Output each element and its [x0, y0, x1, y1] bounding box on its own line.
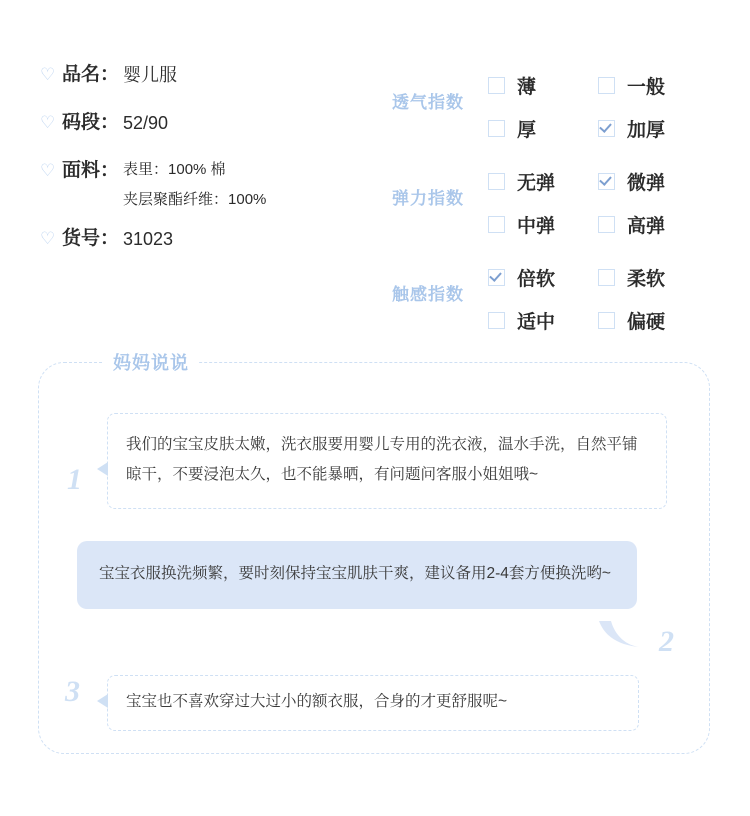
checkbox-label: 厚: [517, 120, 537, 141]
tip-number-2: 2: [659, 625, 674, 658]
spec-row-itemno: [40, 226, 380, 252]
checkbox-box-checked[interactable]: [488, 269, 505, 286]
checkbox-label: 偏硬: [627, 312, 666, 333]
checkbox-box-checked[interactable]: [598, 173, 615, 190]
speech-tail-icon: [599, 621, 643, 651]
checkbox-option[interactable]: [488, 264, 598, 291]
checkbox-option[interactable]: [598, 307, 708, 334]
checkbox-option[interactable]: [488, 115, 598, 142]
checkbox-label: 柔软: [627, 269, 666, 290]
spec-label-fabric: 面料：: [62, 160, 120, 181]
checkbox-box[interactable]: [488, 120, 505, 137]
tip-number-3: 3: [65, 675, 80, 708]
tip-bubble-3: 宝宝也不喜欢穿过大过小的额衣服，合身的才更舒服呢~: [107, 675, 639, 731]
checkbox-box[interactable]: [488, 216, 505, 233]
checkbox-box[interactable]: [598, 77, 615, 94]
checkbox-label: 微弹: [627, 173, 666, 194]
fabric-line-filling: 夹层聚酯纤维：100%: [123, 191, 267, 208]
checkbox-box[interactable]: [598, 312, 615, 329]
index-group-elasticity: [392, 168, 722, 238]
spec-list: [40, 62, 380, 274]
tip-number-1: 1: [67, 463, 82, 496]
heart-icon: ♡: [40, 113, 56, 132]
checkbox-label: 中弹: [517, 216, 556, 237]
checkbox-label: 一般: [627, 77, 666, 98]
index-group-touch: [392, 264, 722, 334]
checkbox-box[interactable]: [488, 77, 505, 94]
checkbox-option[interactable]: [598, 168, 708, 195]
heart-icon: ♡: [40, 161, 56, 180]
checkbox-label: 高弹: [627, 216, 666, 237]
index-title-touch: 触感指数: [392, 285, 464, 304]
index-title-elasticity: 弹力指数: [392, 189, 464, 208]
heart-icon: ♡: [40, 229, 56, 248]
checkbox-box[interactable]: [488, 173, 505, 190]
index-group-breathability: [392, 72, 722, 142]
fabric-line-outer: 表里：100% 棉: [123, 161, 226, 178]
checkbox-label: 加厚: [627, 120, 666, 141]
spec-value-name: 婴儿服: [123, 65, 178, 85]
spec-value-fabric: [119, 158, 266, 212]
checkbox-option[interactable]: [488, 168, 598, 195]
spec-value-itemno: 31023: [123, 229, 174, 249]
checkbox-box[interactable]: [598, 216, 615, 233]
tip-bubble-2: 宝宝衣服换洗频繁，要时刻保持宝宝肌肤干爽，建议备用2-4套方便换洗哟~: [77, 541, 637, 609]
spec-row-size: [40, 110, 380, 136]
tip-bubble-1: 我们的宝宝皮肤太嫩，洗衣服要用婴儿专用的洗衣液，温水手洗，自然平铺晾干，不要浸泡太久，也不能暴晒，有问题问客服小姐姐哦~: [107, 413, 667, 509]
spec-label-name: 品名：: [62, 64, 120, 85]
checkbox-box[interactable]: [488, 312, 505, 329]
checkbox-option[interactable]: [598, 264, 708, 291]
checkbox-option[interactable]: [598, 72, 708, 99]
index-checkbox-groups: [392, 72, 722, 360]
checkbox-label: 适中: [517, 312, 556, 333]
checkbox-option[interactable]: [598, 211, 708, 238]
product-spec-section: [0, 62, 750, 333]
checkbox-label: 无弹: [517, 173, 556, 194]
checkbox-label: 倍软: [517, 269, 556, 290]
checkbox-box-checked[interactable]: [598, 120, 615, 137]
spec-value-size: 52/90: [123, 113, 169, 133]
mama-tips-panel: [38, 353, 710, 754]
checkbox-option[interactable]: [488, 211, 598, 238]
mama-tips-title: 妈妈说说: [103, 349, 199, 375]
checkbox-box[interactable]: [598, 269, 615, 286]
checkbox-option[interactable]: [488, 307, 598, 334]
spec-label-itemno: 货号：: [62, 228, 120, 249]
checkbox-label: 薄: [517, 77, 537, 98]
spec-label-size: 码段：: [62, 112, 120, 133]
checkbox-option[interactable]: [598, 115, 708, 142]
heart-icon: ♡: [40, 65, 56, 84]
index-title-breathability: 透气指数: [392, 93, 464, 112]
checkbox-option[interactable]: [488, 72, 598, 99]
spec-row-fabric: [40, 158, 380, 212]
spec-row-name: [40, 62, 380, 88]
